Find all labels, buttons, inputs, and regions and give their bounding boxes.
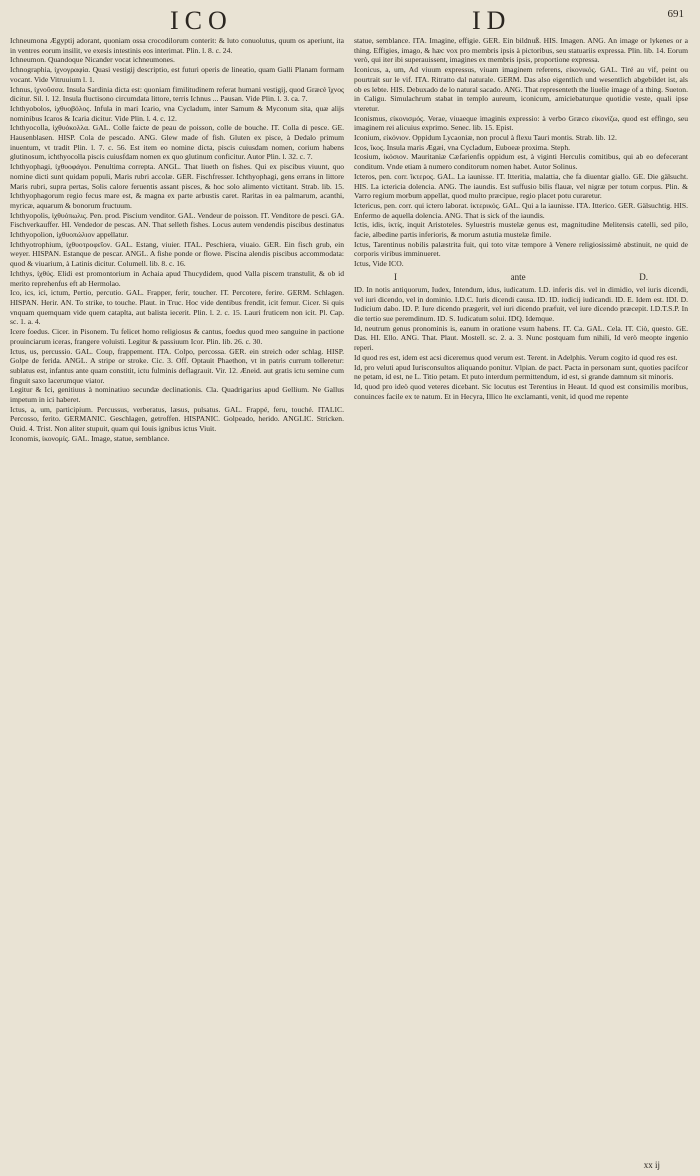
entry: Icos, ἴκος. Insula maris Ægæi, vna Cycladum, Euboeæ proxima. Steph. <box>354 142 571 152</box>
entry: Ichthyocolla, ἰχθυόκολλα. GAL. Colle faicte de peau de poisson, colle de bouche. IT. Colla di pesce. GE. Hausenblasen. HISP. Cola de pescado. ANG. Glew made of fish. Gluten ex pisce, à Dedalo primum inuentum, vt tradit Plin. l. 7. c. 56. Est item eo nomine dicta, piscis cuiusdam nomen, corium habens glutinosum, ichthyocolla piscis cuiusfdam nomen ex quo glutinum conficitur. Autor Plin. l. 32. c. 7. <box>10 123 344 162</box>
entry: Iconismus, εἰκονισμός. Verae, viuaeque imaginis expressio: à verbo Græco εἰκονίζω, quod est effingo, seu imaginem rei alicuius exprimo. Senec. lib. 15. Epist. <box>354 113 688 133</box>
divider-left: I <box>394 271 397 282</box>
entry: Ictus, Tarentinus nobilis palæstrita fuit, qui toto vitæ tempore à Venere religiosissimè abstinuit, ne quid de corporis viribus imminueret. <box>354 239 688 259</box>
two-column-body <box>10 36 688 1141</box>
header-right-word: ID <box>472 6 512 35</box>
entry: Iconium, εἰκόνιον. Oppidum Lycaoniæ, non procul à flexu Tauri montis. Strab. lib. 12. <box>354 133 617 143</box>
entry: Ichthyopolis, ἰχθυόπωλις. Pen. prod. Piscium venditor. GAL. Vendeur de poisson. IT. Venditore de pesci. GA. Fischverkauffer. HI. Vendedor de pescas. AN. That selleth fishes. Locus autem vendendis piscibus destinatus Ichthyopolion, ἰχθυοπώλιον appellatur. <box>10 210 344 240</box>
entry: ID. In notis antiquorum, Iudex, Intendum, idus, iudicatum. I.D. inferis dis. vel in dimidio, vel iuris dicendi, vel iuri dicendo, vel in dominio. I.D.C. Iuris dicendi causa. ID. ID. iudicij iudicandi. ID. E. Idem est. IDI. D. Iudicium dabo. ID. P. Iure dicendo prægerit, vel iuri dicendo præfuit, vel iure dicendo præcepit. I.D.T.S.P. In die tertio sue peremdinum. ID. S. Iudicatum solui. IDQ. Idemque. <box>354 284 688 323</box>
entry: Icteros, pen. corr. ἴκτερος. GAL. La iaunisse. IT. Itteritia, malattia, che fa diuentar giallo. GE. Die gälsucht. HIS. La ictericia dolencia. ANG. The iaundis. Est suffusio bilis flauæ, vel nigræ per totum corpus. Plin. & Varro regium morbum appellat, quod multo præcipue, regio placet potu curaretur. <box>354 171 688 201</box>
entry: Ictericus, pen. corr. qui ictero laborat. ἰκτερικός. GAL. Qui a la iaunisse. ITA. Itterico. GER. Gälsuchtig. HIS. Enfermo de aquella dolencia. ANG. That is sick of the iaundis. <box>354 200 688 220</box>
divider-right: D. <box>639 271 648 282</box>
entry: Icere foedus. Cicer. in Pisonem. Tu felicet homo religiosus & cantus, foedus quod meo sanguine in pactione prouinciarum iceras, frangere voluisti. Legitur & passiuum Icor. Plin. lib. 26. c. 30. <box>10 327 344 346</box>
entry: Legitur & Ici, genitiuus à nominatiuo secundæ declinationis. Cla. Quadrigarius apud Gellium. Ne Gallus impetum in ici haberet. <box>10 385 344 405</box>
entry: Ictus, a, um, participium. Percussus, verberatus, læsus, pulsatus. GAL. Frappé, feru, touché. ITALIC. Percosso, ferito. GERMANIC. Geschlagen, getroffen. HISPANIC. Golpeado, herido. ANGLIC. Stricken. Ouid. 4. Trist. Non aliter stupuit, quam qui Iouis ignibus ictus Viuit. <box>10 404 344 434</box>
section-divider <box>354 271 688 283</box>
left-column <box>10 36 344 1141</box>
entry: Ico, ics, ici, ictum, Pertio, percutio. GAL. Frapper, ferir, toucher. IT. Percotere, ferire. GERM. Schlagen. HISPAN. Herir. AN. To strike, to touche. Plaut. in Truc. Hoc vide dentibus frendit, icit femur. Cicer. Si quis vnquam quemquam vide quem cataplta, aut balista iecerit. Plin. l. 2. c. 15. Lauri fruticem non icit. Pl. Cap. sc. 1. a. 4. <box>10 288 344 327</box>
entry: Ichthyophagi, ἰχθυοφάγοι. Penultima correpta. ANGL. That liueth on fishes. Qui ex piscibus viuunt, quo nomine dicti sunt quidam populi, Maris rubri accolæ. GER. Fischfresser. Ichthyophagi, gens errans in littore Maris rubri, supra pertas, Solis calore feruentis assant pisces, & hoc solo alimento victitant. Strab. lib. 15. Ichthyophagorum regio fecus mare est, & magna ex parte arbustis caret. Raritas in ea palmarum, acanthi, myricæ, aquarum & bonorum fructuum. <box>10 162 344 210</box>
header-left-word: ICO <box>170 6 233 35</box>
entry: Ichnus, ἰχνοῦσσα. Insula Sardinia dicta est: quoniam fimilitudinem referat humani vestigij, quod Græcè ἴχνος dicitur. Sil. l. 12. Insula fluctisono circumdata littore, terris Ichnus ... Pausan. Vide Plin. l. 3. ca. 7. <box>10 84 344 104</box>
entry: Id, quod pro ideò quod veteres dicebant. Sic locutus est Terentius in Heaut. Id quod est consimilis moribus, conuinces facile ex te natum. Et in Hecyra, Illico lte exclamanti, venit, id quod me repente <box>354 381 688 401</box>
entry: Ichneumona Ægyptij adorant, quoniam ossa crocodilorum conterit: & luto conuolutus, quum os aperiunt, ita in ventres eorum insilit, ve exesis intestinis eos interimat. Plin. l. 8. c. 24. <box>10 36 344 55</box>
entry: statue, semblance. ITA. Imagine, effigie. GER. Ein bildnuß. HIS. Imagen. ANG. An image or lykenes or a thing. Effigies, imago, & hæc vox pro membris ipsis à pictoribus, seu statuariis expressa. Plin. lib. 14. Eorum verò, qui iter ibi superauissent, imagines ex membris ipsis, proportione expressa. <box>354 36 688 65</box>
entry: Ichnographia, ἰχνογραφία. Quasi vestigij descriptio, est futuri operis de lineatio, quam Galli Planam formam vocant. Vide Vitruuium l. 1. <box>10 65 344 84</box>
entry: Ichthys, ἰχθύς. Elidi est promontorium in Achaia apud Thucydidem, quod Valla piscem transtulit, & ob id merito reprehenfus eft ab Hermolao. <box>10 268 344 288</box>
entry: Id, neutrum genus pronominis is, eanum in oratione vsum habens. IT. Ca. GAL. Cela. IT. Ciò, questo. GE. Das. HI. Ello. ANG. That. Plaut. Mostell. sc. 2. a. 3. Nunc postquam fum nihili, Id verò meopte ingenio reperi. <box>354 323 688 353</box>
entry: Ictus, Vide ICO. <box>354 259 404 269</box>
entry: Ichneumon. Quandoque Nicander vocat ichneumones. <box>10 55 175 65</box>
entry: Icosium, ἰκόσιον. Mauritaniæ Cæfarienfis oppidum est, à viginti Herculis comitibus, qui ab eo defecerant conditum. Vnde etiam à numero conditorum nomen habet. Autor Solinus. <box>354 152 688 172</box>
entry: Iconomis, ἰκονομίς. GAL. Image, statue, semblance. <box>10 433 170 443</box>
page-number: 691 <box>667 8 684 20</box>
entry: Ictis, idis, ἰκτίς, inquit Aristoteles. Syluestris mustelæ genus est, magnitudine Melitensis catelli, sed pilo, facie, albedine partis inferioris, & morum astutia mustelæ fimile. <box>354 220 688 240</box>
entry: Id quod res est, idem est acsi diceremus quod verum est. Terent. in Adelphis. Verum cogito id quod res est. <box>354 352 678 362</box>
signature-mark: xx ij <box>643 1160 660 1170</box>
entry: Ichthyobolos, ἰχθυοβόλος. Infula in mari Icario, vna Cycladum, inter Samum & Myconum sita, quæ alijs nominibus Icaros & Icaria dicitur. Vide Plin. l. 4. c. 12. <box>10 103 344 123</box>
entry: Ichthyotrophium, ἰχθυοτροφεῖον. GAL. Estang, viuier. ITAL. Peschiera, viuaio. GER. Ein fisch grub, ein weyer. HISPAN. Estanque de pescar. ANGL. A fishe ponde or flowe. Piscina alendis piscibus accommodata: quod & viuarium, à Latinis dicitur. Columell. lib. 8. c. 16. <box>10 239 344 269</box>
divider-center: ante <box>510 271 526 282</box>
entry: Id, pro veluti apud Iurisconsultos aliquando ponitur. Vlpian. de pact. Pacta in personam sunt, quoties pacifcor ne petam, id est, ne L. Titio petam. Et puto interdum permittendum, id est, si grande damnum sit minoris. <box>354 362 688 382</box>
entry: Iconicus, a, um, Ad viuum expressus, viuam imaginem referens, εἰκονικός. GAL. Tiré au vif, peint ou pourtrait sur le vif. ITA. Ritratto dal naturale. GERM. Das also eigentlich und wesentlich abgebildet ist, als ob es lebte. HIS. Debuxado de lo natural sacado. ANG. That representeth the liuelie image of a thing. Sueton. in Caligu. Simulachrum stabat in templo aureum, iconicum, amiciebaturque quotidie veste, quali ipse vteretur. <box>354 65 688 113</box>
running-header <box>10 6 688 36</box>
right-column <box>354 36 688 1141</box>
entry: Ictus, us, percussio. GAL. Coup, frappement. ITA. Colpo, percossa. GER. ein streich oder schlag. HISP. Golpe de ferida. ANGL. A stripe or stroke. Cic. 3. Off. Optauit Phaethon, vt in patris currum tolleretur: sublatus est, infantus ante quam constitit, ictu fulminis deflagrauit. Vir. 12. Æneid. aut gratis ictu semine cum finguit saxo lacerumque viator. <box>10 346 344 385</box>
